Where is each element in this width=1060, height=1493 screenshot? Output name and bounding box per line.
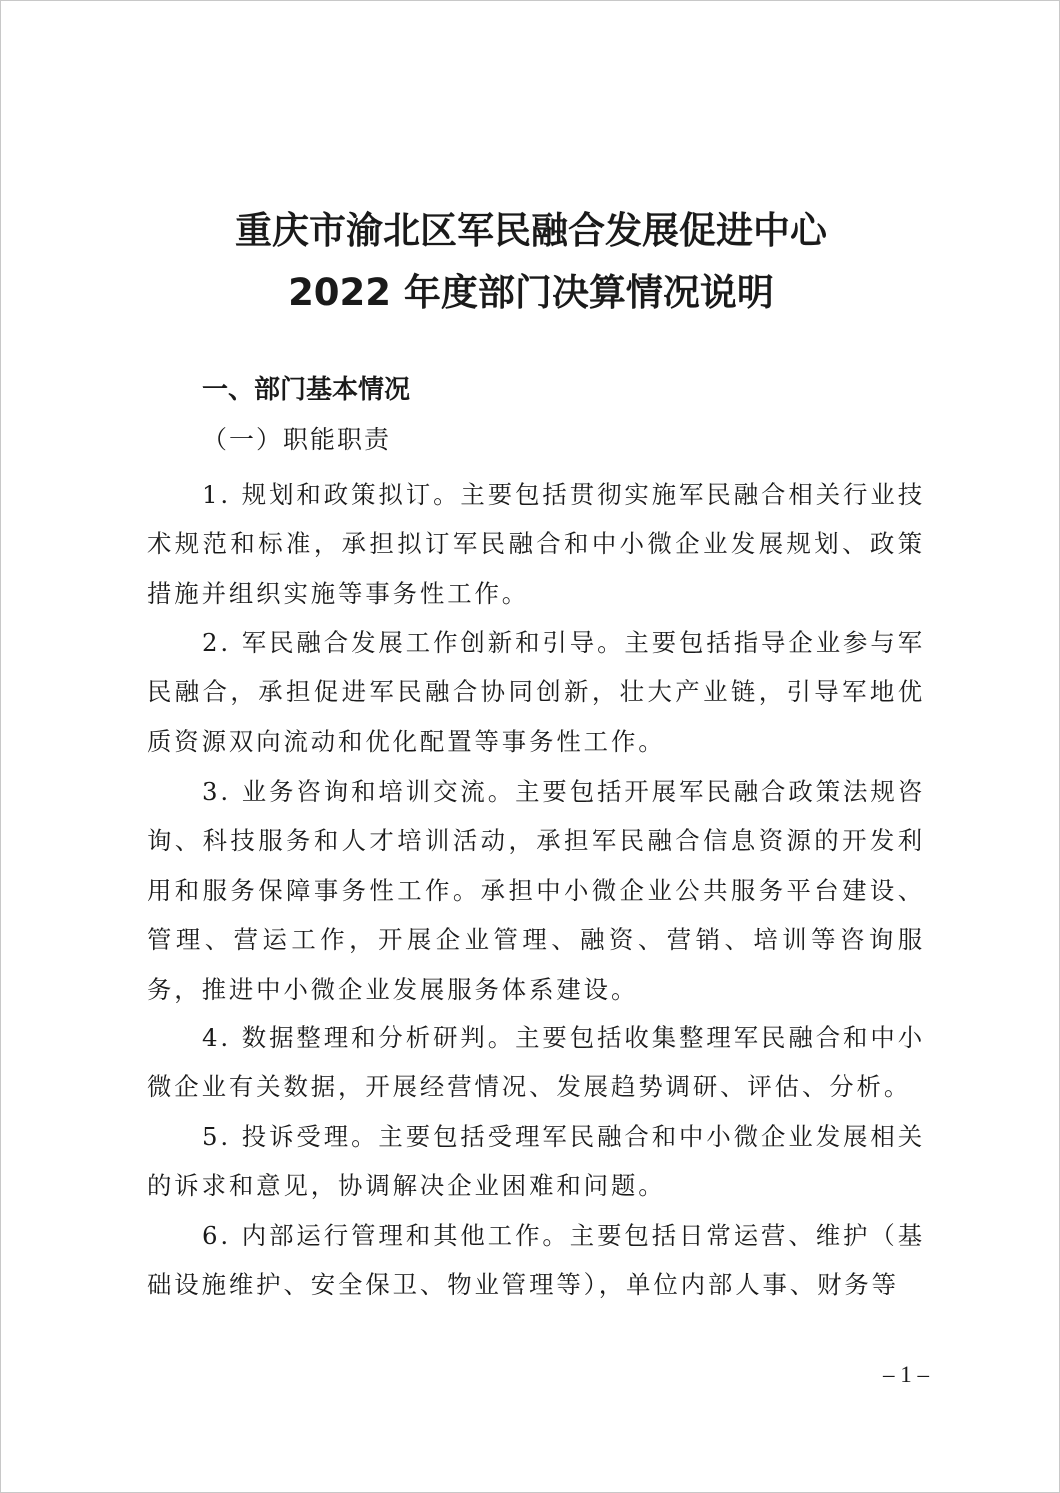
paragraph-4: 4. 数据整理和分析研判。主要包括收集整理军民融合和中小微企业有关数据，开展经营情况、发展趋势调研、评估、分析。 [147, 1023, 925, 1102]
section-heading: 一、部门基本情况 [202, 375, 411, 405]
paragraph-6: 6. 内部运行管理和其他工作。主要包括日常运营、维护（基础设施维护、安全保卫、物业管理等），单位内部人事、财务等 [147, 1221, 925, 1300]
paragraph-5: 5. 投诉受理。主要包括受理军民融合和中小微企业发展相关的诉求和意见，协调解决企业困难和问题。 [147, 1122, 925, 1201]
subsection-heading: （一）职能职责 [202, 425, 392, 454]
paragraph-3: 3. 业务咨询和培训交流。主要包括开展军民融合政策法规咨询、科技服务和人才培训活动，承担军民融合信息资源的开发利用和服务保障事务性工作。承担中小微企业公共服务平台建设、管理、营运工作，开展企业管理、融资、营销、培训等咨询服务，推进中小微企业发展服务体系建设。 [147, 777, 925, 1004]
document-title-line-1: 重庆市渝北区军民融合发展促进中心 [235, 209, 827, 252]
paragraph-2: 2. 军民融合发展工作创新和引导。主要包括指导企业参与军民融合，承担促进军民融合协同创新，壮大产业链，引导军地优质资源双向流动和优化配置等事务性工作。 [147, 628, 925, 756]
paragraph-1: 1. 规划和政策拟订。主要包括贯彻实施军民融合相关行业技术规范和标准，承担拟订军民融合和中小微企业发展规划、政策措施并组织实施等事务性工作。 [147, 480, 925, 608]
document-title-line-2: 2022 年度部门决算情况说明 [288, 271, 774, 314]
page-number: – 1 – [883, 1362, 929, 1387]
